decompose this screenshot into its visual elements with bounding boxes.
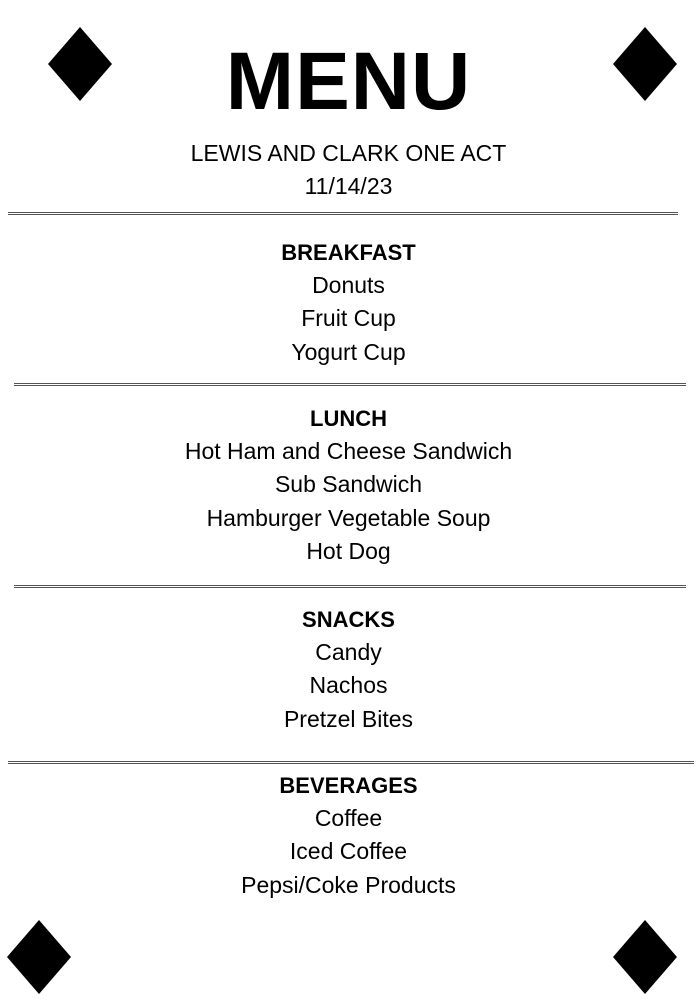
section-heading: BREAKFAST [281, 240, 416, 265]
list-item: Iced Coffee [289, 838, 408, 865]
list-item: Nachos [309, 672, 388, 699]
lunch-section [0, 402, 697, 568]
section-heading: LUNCH [310, 406, 387, 431]
item-list [0, 802, 697, 902]
list-item: Sub Sandwich [274, 471, 423, 498]
beverages-section [0, 769, 697, 902]
divider-rule [14, 585, 686, 588]
list-item: Hot Dog [306, 537, 391, 564]
list-item: Pepsi/Coke Products [241, 871, 456, 898]
item-list [0, 435, 697, 568]
list-item: Donuts [312, 272, 385, 298]
section-heading: BEVERAGES [279, 773, 418, 798]
item-list [0, 269, 697, 369]
breakfast-section [0, 236, 697, 369]
divider-rule [8, 761, 694, 764]
section-heading: SNACKS [302, 607, 395, 632]
list-item: Candy [315, 639, 382, 665]
menu-title: MENU [225, 36, 472, 127]
list-item: Hot Ham and Cheese Sandwich [184, 438, 513, 464]
snacks-section [0, 603, 697, 736]
list-item: Fruit Cup [301, 305, 396, 332]
event-date: 11/14/23 [304, 173, 393, 199]
list-item: Hamburger Vegetable Soup [206, 504, 491, 531]
divider-rule [8, 212, 678, 215]
item-list [0, 636, 697, 736]
divider-rule [14, 383, 686, 386]
list-item: Yogurt Cup [291, 338, 406, 365]
list-item: Pretzel Bites [283, 705, 414, 732]
list-item: Coffee [314, 805, 383, 831]
event-name: LEWIS AND CLARK ONE ACT [190, 140, 507, 166]
